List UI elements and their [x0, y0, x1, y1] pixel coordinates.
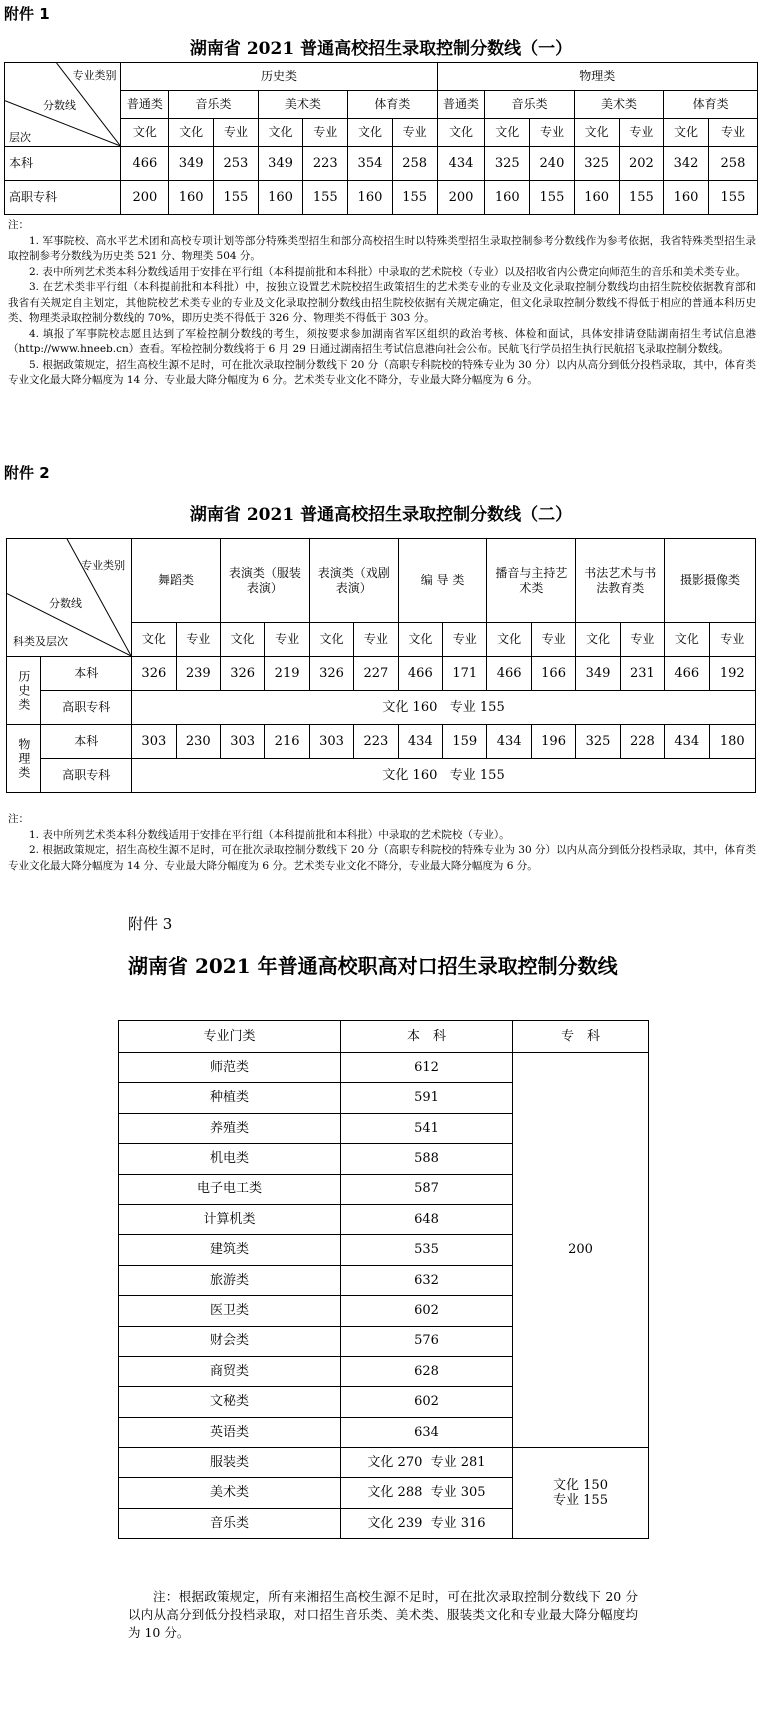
sub-header: 文化	[485, 119, 530, 147]
note-item: 1. 军事院校、高水平艺术团和高校专项计划等部分特殊类型招生和部分高校招生时以特殊类型招生录取控制参考分数线作为参考依据，我省特殊类型招生录取控制参考分数线为历史类 521 分、物理类 504 分。	[8, 234, 756, 262]
score-cell: 434	[398, 725, 442, 759]
category-cell: 商贸类	[119, 1356, 341, 1386]
group-header: 美术类	[258, 91, 347, 119]
group-header: 音乐类	[169, 91, 258, 119]
note-item: 2. 表中所列艺术类本科分数线适用于安排在平行组（本科提前批和本科批）中录取的艺术院校（专业）以及招收省内公费定向师范生的音乐和美术类专业。	[29, 265, 746, 278]
score-cell: 230	[176, 725, 220, 759]
sub-header: 专业	[531, 623, 575, 657]
score-cell: 160	[574, 181, 619, 215]
sub-header: 文化	[132, 623, 176, 657]
score-cell: 349	[576, 657, 620, 691]
sub-header: 专业	[176, 623, 220, 657]
group-header: 表演类（服装表演）	[220, 539, 309, 623]
category-cell: 养殖类	[119, 1113, 341, 1143]
score-cell: 200	[121, 181, 169, 215]
sub-header: 文化	[665, 623, 709, 657]
group-header: 书法艺术与书法教育类	[576, 539, 665, 623]
score-cell: 231	[620, 657, 664, 691]
table-row	[119, 1053, 649, 1083]
note-item: 2. 根据政策规定，招生高校生源不足时，可在批次录取控制分数线下 20 分（高职专科院校的特殊专业为 30 分）以内从高分到低分投档录取，其中，体育类专业文化最大降分幅度为 14 分、专业最大降分幅度为 6 分。艺术类专业文化不降分，专业最大降分幅度为 6 分。	[8, 844, 756, 872]
category-cell: 美术类	[119, 1478, 341, 1508]
note-item: 4. 填报了军事院校志愿且达到了军检控制分数线的考生，须按要求参加湖南省军区组织的政治考核、体检和面试，具体安排请登陆湖南招生考试信息港（http://www.hneeb.cn）查看。军检控制分数线将于 6 月 29 日通过湖南招生考试信息港向社会公布。民航飞行学员招生执行民航招飞录取控制分数线。	[8, 327, 756, 355]
table-row	[119, 1448, 649, 1478]
corner-top-label: 专业类别	[72, 69, 117, 82]
row-label: 本科	[41, 657, 132, 691]
note-heading: 注：	[8, 219, 29, 231]
group-header: 播音与主持艺术类	[487, 539, 576, 623]
sub-header: 文化	[437, 119, 485, 147]
sub-header: 专业	[619, 119, 664, 147]
corner-top-label: 专业类别	[81, 559, 126, 572]
score-cell: 326	[132, 657, 176, 691]
sub-header: 专业	[443, 623, 487, 657]
score-cell: 239	[176, 657, 220, 691]
score-cell: 303	[132, 725, 176, 759]
group-header: 编 导 类	[398, 539, 487, 623]
group-header: 体育类	[348, 91, 437, 119]
sub-header: 文化	[121, 119, 169, 147]
score-cell: 325	[574, 147, 619, 181]
category-cell: 医卫类	[119, 1296, 341, 1326]
category-cell: 文秘类	[119, 1387, 341, 1417]
group-header: 摄影摄像类	[665, 539, 756, 623]
category-cell: 财会类	[119, 1326, 341, 1356]
score-table-3	[118, 1020, 649, 1539]
sub-header: 文化	[258, 119, 303, 147]
column-header: 专业门类	[119, 1021, 341, 1053]
score-cell: 466	[665, 657, 709, 691]
score-cell: 632	[341, 1265, 513, 1295]
notes-2	[8, 812, 756, 874]
score-cell: 200	[437, 181, 485, 215]
score-cell: 192	[709, 657, 755, 691]
zhuan-art-score-cell	[513, 1448, 649, 1539]
group-header: 普通类	[437, 91, 485, 119]
category-cell: 音乐类	[119, 1508, 341, 1538]
score-cell: 354	[348, 147, 393, 181]
score-cell: 240	[530, 147, 575, 181]
row-label: 本科	[5, 147, 121, 181]
section-label: 物理类	[7, 725, 41, 793]
score-cell: 588	[341, 1144, 513, 1174]
corner-mid-label: 分数线	[43, 99, 76, 112]
score-cell: 349	[169, 147, 214, 181]
sub-header: 专业	[303, 119, 348, 147]
score-table-1	[4, 62, 758, 215]
sub-header: 专业	[392, 119, 437, 147]
physics-header: 物理类	[437, 63, 757, 91]
score-cell: 文化 239 专业 316	[341, 1508, 513, 1538]
row-label: 高职专科	[41, 759, 132, 793]
score-cell: 159	[443, 725, 487, 759]
score-cell: 160	[485, 181, 530, 215]
sub-header: 专业	[354, 623, 398, 657]
corner-header	[5, 63, 121, 147]
score-cell: 325	[485, 147, 530, 181]
group-header: 舞蹈类	[132, 539, 221, 623]
attachment-1-title: 湖南省 2021 普通高校招生录取控制分数线（一）	[189, 39, 573, 59]
score-cell: 591	[341, 1083, 513, 1113]
score-table-2	[6, 538, 756, 793]
sub-header: 文化	[576, 623, 620, 657]
score-cell: 155	[530, 181, 575, 215]
category-cell: 旅游类	[119, 1265, 341, 1295]
score-cell: 349	[258, 147, 303, 181]
sub-header: 专业	[708, 119, 757, 147]
score-cell: 466	[398, 657, 442, 691]
score-cell: 303	[220, 725, 264, 759]
score-cell: 303	[309, 725, 353, 759]
corner-header	[7, 539, 132, 657]
group-header: 音乐类	[485, 91, 574, 119]
notes-1	[8, 218, 756, 389]
row-label: 本科	[41, 725, 132, 759]
merged-score: 文化 160 专业 155	[132, 691, 756, 725]
score-cell: 253	[214, 147, 259, 181]
corner-bottom-label: 科类及层次	[13, 635, 68, 648]
score-cell: 180	[709, 725, 755, 759]
note-heading: 注：	[8, 813, 29, 825]
category-cell: 师范类	[119, 1053, 341, 1083]
category-cell: 英语类	[119, 1417, 341, 1447]
score-cell: 326	[309, 657, 353, 691]
sub-header: 文化	[664, 119, 709, 147]
score-cell: 160	[258, 181, 303, 215]
zhuan-score-cell: 200	[513, 1053, 649, 1448]
group-header: 表演类（戏剧表演）	[309, 539, 398, 623]
sub-header: 文化	[220, 623, 264, 657]
sub-header: 文化	[309, 623, 353, 657]
score-cell: 325	[576, 725, 620, 759]
score-cell: 602	[341, 1387, 513, 1417]
score-cell: 171	[443, 657, 487, 691]
score-cell: 155	[392, 181, 437, 215]
sub-header: 文化	[169, 119, 214, 147]
sub-header: 文化	[487, 623, 531, 657]
row-label: 高职专科	[5, 181, 121, 215]
score-cell: 587	[341, 1174, 513, 1204]
category-cell: 服装类	[119, 1448, 341, 1478]
score-cell: 434	[487, 725, 531, 759]
attachment-3-title: 湖南省 2021 年普通高校职高对口招生录取控制分数线	[128, 954, 618, 978]
score-cell: 文化 288 专业 305	[341, 1478, 513, 1508]
sub-header: 文化	[348, 119, 393, 147]
group-header: 美术类	[574, 91, 663, 119]
score-cell: 227	[354, 657, 398, 691]
score-cell: 612	[341, 1053, 513, 1083]
sub-header: 专业	[530, 119, 575, 147]
score-cell: 155	[708, 181, 757, 215]
score-cell: 342	[664, 147, 709, 181]
score-cell: 文化 270 专业 281	[341, 1448, 513, 1478]
score-cell: 576	[341, 1326, 513, 1356]
corner-mid-label: 分数线	[49, 597, 82, 610]
score-cell: 216	[265, 725, 309, 759]
column-header: 本 科	[341, 1021, 513, 1053]
history-header: 历史类	[121, 63, 437, 91]
row-label: 高职专科	[41, 691, 132, 725]
category-cell: 电子电工类	[119, 1174, 341, 1204]
column-header: 专 科	[513, 1021, 649, 1053]
note-item: 3. 在艺术类非平行组（本科提前批和本科批）中，按独立设置艺术院校招生政策招生的艺术类专业的专业及文化录取控制分数线均由招生院校依据教育部和我省有关规定自主划定，其他院校艺术类专业的专业及文化录取控制分数线由招生院校依据有关规定确定，但文化录取控制分数线不得低于相应的普通本科历史类、物理类录取控制分数线的 70%，即历史类不得低于 326 分、物理类不得低于 303 分。	[8, 281, 756, 324]
merged-score: 文化 160 专业 155	[132, 759, 756, 793]
score-cell: 466	[487, 657, 531, 691]
score-cell: 160	[664, 181, 709, 215]
attachment-2-label: 附件 2	[4, 464, 50, 482]
score-cell: 219	[265, 657, 309, 691]
attachment-1-label: 附件 1	[4, 5, 50, 23]
note-item: 5. 根据政策规定，招生高校生源不足时，可在批次录取控制分数线下 20 分（高职专科院校的特殊专业为 30 分）以内从高分到低分投档录取，其中，体育类专业文化最大降分幅度为 14 分、专业最大降分幅度为 6 分。艺术类专业文化不降分，专业最大降分幅度为 6 分。	[8, 358, 756, 386]
score-cell: 228	[620, 725, 664, 759]
sub-header: 专业	[265, 623, 309, 657]
zhuan-art-culture: 文化 150	[553, 1477, 608, 1493]
score-cell: 434	[437, 147, 485, 181]
score-cell: 258	[392, 147, 437, 181]
score-cell: 155	[619, 181, 664, 215]
section-label: 历史类	[7, 657, 41, 725]
category-cell: 计算机类	[119, 1204, 341, 1234]
attachment-3-label: 附件 3	[128, 915, 173, 933]
category-cell: 种植类	[119, 1083, 341, 1113]
note-item: 1. 表中所列艺术类本科分数线适用于安排在平行组（本科提前批和本科批）中录取的艺术院校（专业）。	[29, 828, 510, 841]
corner-bottom-label: 层次	[9, 131, 31, 144]
score-cell: 648	[341, 1204, 513, 1234]
sub-header: 专业	[620, 623, 664, 657]
note-3: 注：根据政策规定，所有来湘招生高校生源不足时，可在批次录取控制分数线下 20 分以内从高分到低分投档录取，对口招生音乐类、美术类、服装类文化和专业最大降分幅度均为 10 分。	[128, 1589, 638, 1640]
group-header: 普通类	[121, 91, 169, 119]
score-cell: 466	[121, 147, 169, 181]
category-cell: 建筑类	[119, 1235, 341, 1265]
score-cell: 434	[665, 725, 709, 759]
score-cell: 160	[169, 181, 214, 215]
sub-header: 文化	[574, 119, 619, 147]
score-cell: 602	[341, 1296, 513, 1326]
score-cell: 155	[303, 181, 348, 215]
attachment-2-title: 湖南省 2021 普通高校招生录取控制分数线（二）	[189, 505, 573, 525]
score-cell: 155	[214, 181, 259, 215]
zhuan-art-major: 专业 155	[553, 1493, 608, 1509]
score-cell: 326	[220, 657, 264, 691]
group-header: 体育类	[664, 91, 758, 119]
score-cell: 258	[708, 147, 757, 181]
score-cell: 223	[303, 147, 348, 181]
score-cell: 223	[354, 725, 398, 759]
score-cell: 634	[341, 1417, 513, 1447]
sub-header: 专业	[214, 119, 259, 147]
score-cell: 202	[619, 147, 664, 181]
score-cell: 196	[531, 725, 575, 759]
score-cell: 628	[341, 1356, 513, 1386]
category-cell: 机电类	[119, 1144, 341, 1174]
sub-header: 专业	[709, 623, 755, 657]
score-cell: 160	[348, 181, 393, 215]
score-cell: 541	[341, 1113, 513, 1143]
score-cell: 535	[341, 1235, 513, 1265]
score-cell: 166	[531, 657, 575, 691]
sub-header: 文化	[398, 623, 442, 657]
